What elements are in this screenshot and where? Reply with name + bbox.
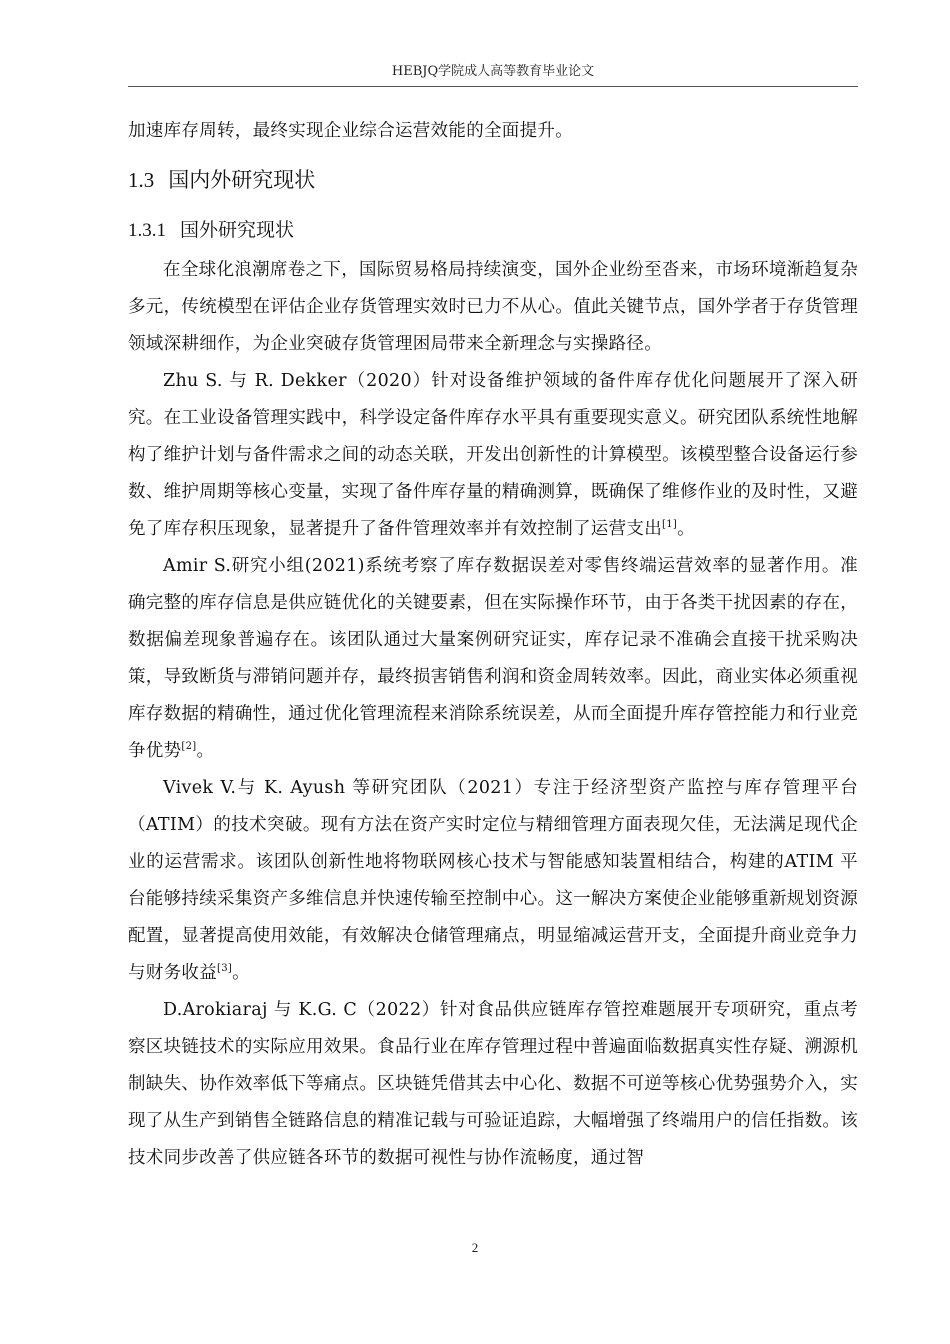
intro-paragraph: 加速库存周转，最终实现企业综合运营效能的全面提升。 bbox=[128, 121, 573, 141]
subsection-number: 1.3.1 bbox=[128, 220, 166, 241]
page-body bbox=[128, 113, 858, 1177]
paragraph-amir bbox=[128, 548, 858, 770]
citation-ref[interactable]: [2] bbox=[181, 741, 197, 752]
paragraph-tail: 。 bbox=[232, 963, 250, 983]
paragraph-text: Vivek V.与 K. Ayush 等研究团队（2021）专注于经济型资产监控与库存管理平台（ATIM）的技术突破。现有方法在资产实时定位与精细管理方面表现欠佳，无法满足现代企业的运营需求。该团队创新性地将物联网核心技术与智能感知装置相结合，构建的ATIM 平台能够持续采集资产多维信息并快速传输至控制中心。这一解决方案使企业能够重新规划资源配置，显著提高使用效能，有效解决仓储管理痛点，明显缩减运营开支，全面提升商业竞争力与财务收益 bbox=[128, 778, 858, 983]
section-title: 国内外研究现状 bbox=[168, 168, 316, 192]
section-number: 1.3 bbox=[128, 168, 155, 192]
running-header: HEBJQ学院成人高等教育毕业论文 bbox=[391, 64, 595, 79]
citation-ref[interactable]: [1] bbox=[662, 519, 678, 530]
paragraph-zhu-dekker bbox=[128, 363, 858, 548]
paragraph-tail: 。 bbox=[196, 741, 215, 761]
paragraph-arokiaraj bbox=[128, 992, 858, 1177]
paragraph-text: D.Arokiaraj 与 K.G. C（2022）针对食品供应链库存管控难题展开专项研究，重点考察区块链技术的实际应用效果。食品行业在库存管理过程中普遍面临数据真实性存疑、溯源机制缺失、协作效率低下等痛点。区块链凭借其去中心化、数据不可逆等核心优势强势介入，实现了从生产到销售全链路信息的精准记载与可验证追踪，大幅增强了终端用户的信任指数。该技术同步改善了供应链各环节的数据可视性与协作流畅度，通过智 bbox=[128, 1000, 858, 1168]
header-rule bbox=[128, 86, 858, 87]
paragraph-tail: 。 bbox=[677, 519, 695, 539]
page-number: 2 bbox=[471, 1240, 479, 1255]
section-heading bbox=[128, 158, 858, 202]
paragraph-overview bbox=[128, 252, 858, 363]
paragraph-text: Amir S.研究小组(2021)系统考察了库存数据误差对零售终端运营效率的显著作用。准确完整的库存信息是供应链优化的关键要素，但在实际操作环节，由于各类干扰因素的存在，数据偏差现象普遍存在。该团队通过大量案例研究证实，库存记录不准确会直接干扰采购决策，导致断货与滞销问题并存，最终损害销售利润和资金周转效率。因此，商业实体必须重视库存数据的精确性，通过优化管理流程来消除系统误差，从而全面提升库存管控能力和行业竞争优势 bbox=[128, 556, 858, 761]
subsection-title: 国外研究现状 bbox=[180, 219, 295, 241]
paragraph-vivek-ayush bbox=[128, 770, 858, 992]
subsection-heading bbox=[128, 208, 858, 252]
paragraph-text: Zhu S. 与 R. Dekker（2020）针对设备维护领域的备件库存优化问题展开了深入研究。在工业设备管理实践中，科学设定备件库存水平具有重要现实意义。研究团队系统性地解构了维护计划与备件需求之间的动态关联，开发出创新性的计算模型。该模型整合设备运行参数、维护周期等核心变量，实现了备件库存量的精确测算，既确保了维修作业的及时性，又避免了库存积压现象，显著提升了备件管理效率并有效控制了运营支出 bbox=[128, 371, 858, 539]
paragraph-text: 在全球化浪潮席卷之下，国际贸易格局持续演变，国外企业纷至沓来，市场环境渐趋复杂多元，传统模型在评估企业存货管理实效时已力不从心。值此关键节点，国外学者于存货管理领域深耕细作，为企业突破存货管理困局带来全新理念与实操路径。 bbox=[128, 260, 858, 354]
citation-ref[interactable]: [3] bbox=[217, 963, 233, 974]
